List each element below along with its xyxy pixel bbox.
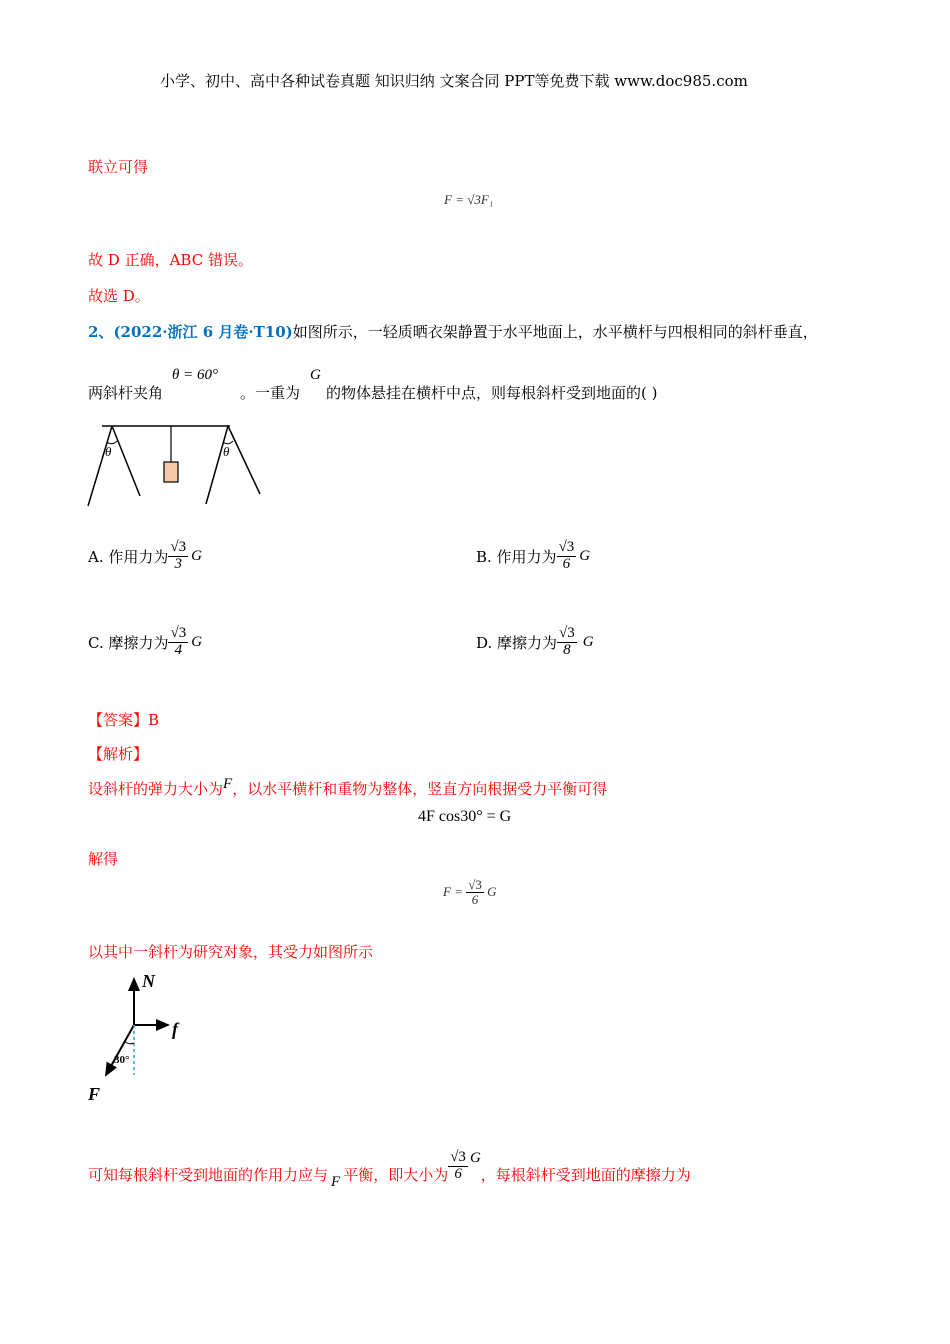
question-text-2c: 的物体悬挂在横杆中点，则每根斜杆受到地面的( ) <box>326 384 658 402</box>
question-text-1: 如图所示，一轻质晒衣架静置于水平地面上，水平横杆与四根相同的斜杆垂直， <box>292 323 818 341</box>
force-label-big-f: F <box>88 1084 101 1104</box>
prev-line-3: 故选 D。 <box>88 287 150 305</box>
rack-figure <box>80 420 270 520</box>
analysis-line-2: 解得 <box>88 850 119 868</box>
question-line-1 <box>88 321 818 342</box>
theta-label-right: θ <box>223 444 230 459</box>
force-diagram <box>80 965 200 1105</box>
force-label-n: N <box>142 971 155 991</box>
analysis-line-3: 以其中一斜杆为研究对象，其受力如图所示 <box>88 943 374 961</box>
equation-2: F = $\frac{√3}{6}$ G <box>443 877 497 907</box>
option-b[interactable]: B. 作用力为 $\frac{√3}{6}$ G <box>476 539 591 572</box>
answer-label: 【答案】B <box>88 711 160 729</box>
prev-line-2: 故 D 正确，ABC 错误。 <box>88 251 253 269</box>
analysis-line-1: 设斜杆的弹力大小为F，以水平横杆和重物为整体，竖直方向根据受力平衡可得 <box>88 776 608 798</box>
question-source: (2022·浙江 6 月卷·T10) <box>113 323 293 341</box>
angle-label: 30° <box>114 1054 130 1066</box>
equation-1: 4F cos30° = G <box>418 808 512 825</box>
prev-formula: F = √3F₁ <box>444 192 494 207</box>
page-header: 小学、初中、高中各种试卷真题 知识归纳 文案合同 PPT等免费下载 www.doc985.com <box>160 72 748 90</box>
analysis-label: 【解析】 <box>88 745 149 763</box>
g-symbol: G <box>310 367 321 383</box>
option-c[interactable]: C. 摩擦力为 $\frac{√3}{4}$ G <box>88 625 203 658</box>
option-d[interactable]: D. 摩擦力为 $\frac{√3}{8}$ G <box>476 625 594 658</box>
question-text-2b: 。一重为 <box>240 384 301 402</box>
force-label-f: f <box>172 1019 178 1039</box>
question-text-2a: 两斜杆夹角 <box>88 384 164 402</box>
theta-equation: θ = 60° <box>172 367 218 383</box>
option-a[interactable]: A. 作用力为 $\frac{√3}{3}$ G <box>88 539 202 572</box>
analysis-line-4: 可知每根斜杆受到地面的作用力应与 F 平衡，即大小为 $\frac{√3}{6}$ G，每根斜杆受到地面的摩擦力为 <box>88 1149 691 1191</box>
question-number: 2、 <box>88 323 114 341</box>
prev-line-1: 联立可得 <box>88 158 149 176</box>
theta-label-left: θ <box>105 444 112 459</box>
